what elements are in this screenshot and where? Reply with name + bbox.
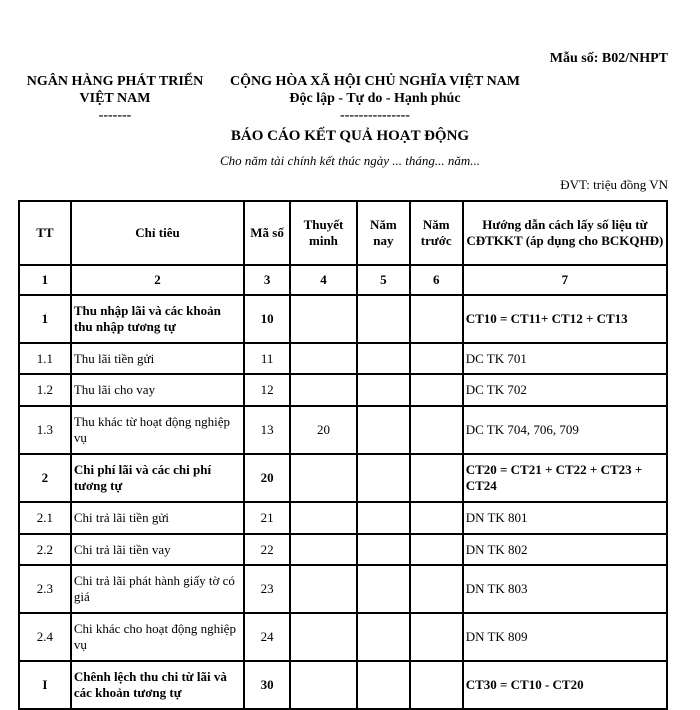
row-current-year <box>357 406 410 454</box>
index-cell: 1 <box>19 265 71 295</box>
row-tt: 2.2 <box>19 534 71 565</box>
row-indicator: Chi phí lãi và các chi phí tương tự <box>71 454 244 502</box>
table-row <box>19 661 667 709</box>
row-indicator: Chi trả lãi tiền vay <box>71 534 244 565</box>
row-note <box>290 661 357 709</box>
row-current-year <box>357 454 410 502</box>
row-note <box>290 454 357 502</box>
org-divider: ------- <box>98 108 132 123</box>
row-indicator: Chênh lệch thu chi từ lãi và các khoản tương tự <box>71 661 244 709</box>
row-previous-year <box>410 406 463 454</box>
org-line-1: NGÂN HÀNG PHÁT TRIỂN <box>26 74 204 89</box>
row-note <box>290 343 357 374</box>
row-tt: 1.1 <box>19 343 71 374</box>
row-indicator: Thu lãi tiền gửi <box>71 343 244 374</box>
row-guide: DC TK 701 <box>463 343 667 374</box>
row-current-year <box>357 374 410 406</box>
row-indicator: Chi trả lãi tiền gửi <box>71 502 244 534</box>
row-code: 30 <box>244 661 290 709</box>
row-guide: DN TK 809 <box>463 613 667 661</box>
row-guide: DN TK 803 <box>463 565 667 613</box>
header-current-year: Năm nay <box>357 201 410 265</box>
header-previous-year: Năm trước <box>410 201 463 265</box>
row-code: 20 <box>244 454 290 502</box>
row-current-year <box>357 661 410 709</box>
row-guide: DC TK 702 <box>463 374 667 406</box>
table-row <box>19 343 667 374</box>
row-note: 20 <box>290 406 357 454</box>
report-table <box>18 200 668 710</box>
table-row <box>19 454 667 502</box>
row-previous-year <box>410 454 463 502</box>
table-row <box>19 374 667 406</box>
row-indicator: Thu nhập lãi và các khoản thu nhập tương tự <box>71 295 244 343</box>
row-tt: 2.1 <box>19 502 71 534</box>
index-cell: 5 <box>357 265 410 295</box>
row-tt: 1.3 <box>19 406 71 454</box>
index-cell: 7 <box>463 265 667 295</box>
table-row <box>19 534 667 565</box>
row-code: 13 <box>244 406 290 454</box>
row-guide: CT10 = CT11+ CT12 + CT13 <box>463 295 667 343</box>
row-previous-year <box>410 565 463 613</box>
row-note <box>290 502 357 534</box>
index-cell: 4 <box>290 265 357 295</box>
row-code: 12 <box>244 374 290 406</box>
row-note <box>290 565 357 613</box>
row-current-year <box>357 565 410 613</box>
row-code: 10 <box>244 295 290 343</box>
report-title: BÁO CÁO KẾT QUẢ HOẠT ĐỘNG <box>230 128 470 144</box>
header-indicator: Chỉ tiêu <box>71 201 244 265</box>
row-indicator: Chi trả lãi phát hành giấy tờ có giá <box>71 565 244 613</box>
row-tt: 2.4 <box>19 613 71 661</box>
row-note <box>290 295 357 343</box>
row-tt: 1.2 <box>19 374 71 406</box>
row-previous-year <box>410 534 463 565</box>
report-period: Cho năm tài chính kết thúc ngày ... tháng... năm... <box>220 153 480 168</box>
table-row <box>19 613 667 661</box>
row-previous-year <box>410 502 463 534</box>
row-note <box>290 534 357 565</box>
row-previous-year <box>410 613 463 661</box>
row-guide: CT20 = CT21 + CT22 + CT23 + CT24 <box>463 454 667 502</box>
row-code: 21 <box>244 502 290 534</box>
row-previous-year <box>410 661 463 709</box>
index-cell: 2 <box>71 265 244 295</box>
row-indicator: Chi khác cho hoạt động nghiệp vụ <box>71 613 244 661</box>
row-indicator: Thu khác từ hoạt động nghiệp vụ <box>71 406 244 454</box>
table-index-row <box>19 265 667 295</box>
header-note: Thuyết minh <box>290 201 357 265</box>
table-row <box>19 406 667 454</box>
form-code: Mẫu số: B02/NHPT <box>549 51 668 66</box>
header-tt: TT <box>19 201 71 265</box>
currency-unit: ĐVT: triệu đồng VN <box>560 177 668 192</box>
row-guide: DN TK 802 <box>463 534 667 565</box>
row-previous-year <box>410 295 463 343</box>
row-previous-year <box>410 374 463 406</box>
header-guide: Hướng dẫn cách lấy số liệu từ CĐTKKT (áp dụng cho BCKQHĐ) <box>463 201 667 265</box>
row-tt: 2.3 <box>19 565 71 613</box>
row-current-year <box>357 534 410 565</box>
row-guide: DN TK 801 <box>463 502 667 534</box>
row-code: 23 <box>244 565 290 613</box>
row-note <box>290 613 357 661</box>
row-guide: DC TK 704, 706, 709 <box>463 406 667 454</box>
org-line-2: VIỆT NAM <box>79 91 151 106</box>
table-row <box>19 502 667 534</box>
row-code: 11 <box>244 343 290 374</box>
nation-line-1: CỘNG HÒA XÃ HỘI CHỦ NGHĨA VIỆT NAM <box>229 74 520 89</box>
row-current-year <box>357 343 410 374</box>
national-motto <box>220 73 530 124</box>
row-tt: 2 <box>19 454 71 502</box>
row-note <box>290 374 357 406</box>
row-indicator: Thu lãi cho vay <box>71 374 244 406</box>
nation-divider: --------------- <box>340 108 410 123</box>
nation-line-2: Độc lập - Tự do - Hạnh phúc <box>289 91 461 106</box>
table-row <box>19 565 667 613</box>
table-header-row <box>19 201 667 265</box>
index-cell: 3 <box>244 265 290 295</box>
organization-name <box>20 73 210 124</box>
row-current-year <box>357 613 410 661</box>
table-row <box>19 295 667 343</box>
row-previous-year <box>410 343 463 374</box>
row-tt: 1 <box>19 295 71 343</box>
row-code: 22 <box>244 534 290 565</box>
header-code: Mã số <box>244 201 290 265</box>
row-tt: I <box>19 661 71 709</box>
row-code: 24 <box>244 613 290 661</box>
row-guide: CT30 = CT10 - CT20 <box>463 661 667 709</box>
row-current-year <box>357 295 410 343</box>
row-current-year <box>357 502 410 534</box>
index-cell: 6 <box>410 265 463 295</box>
